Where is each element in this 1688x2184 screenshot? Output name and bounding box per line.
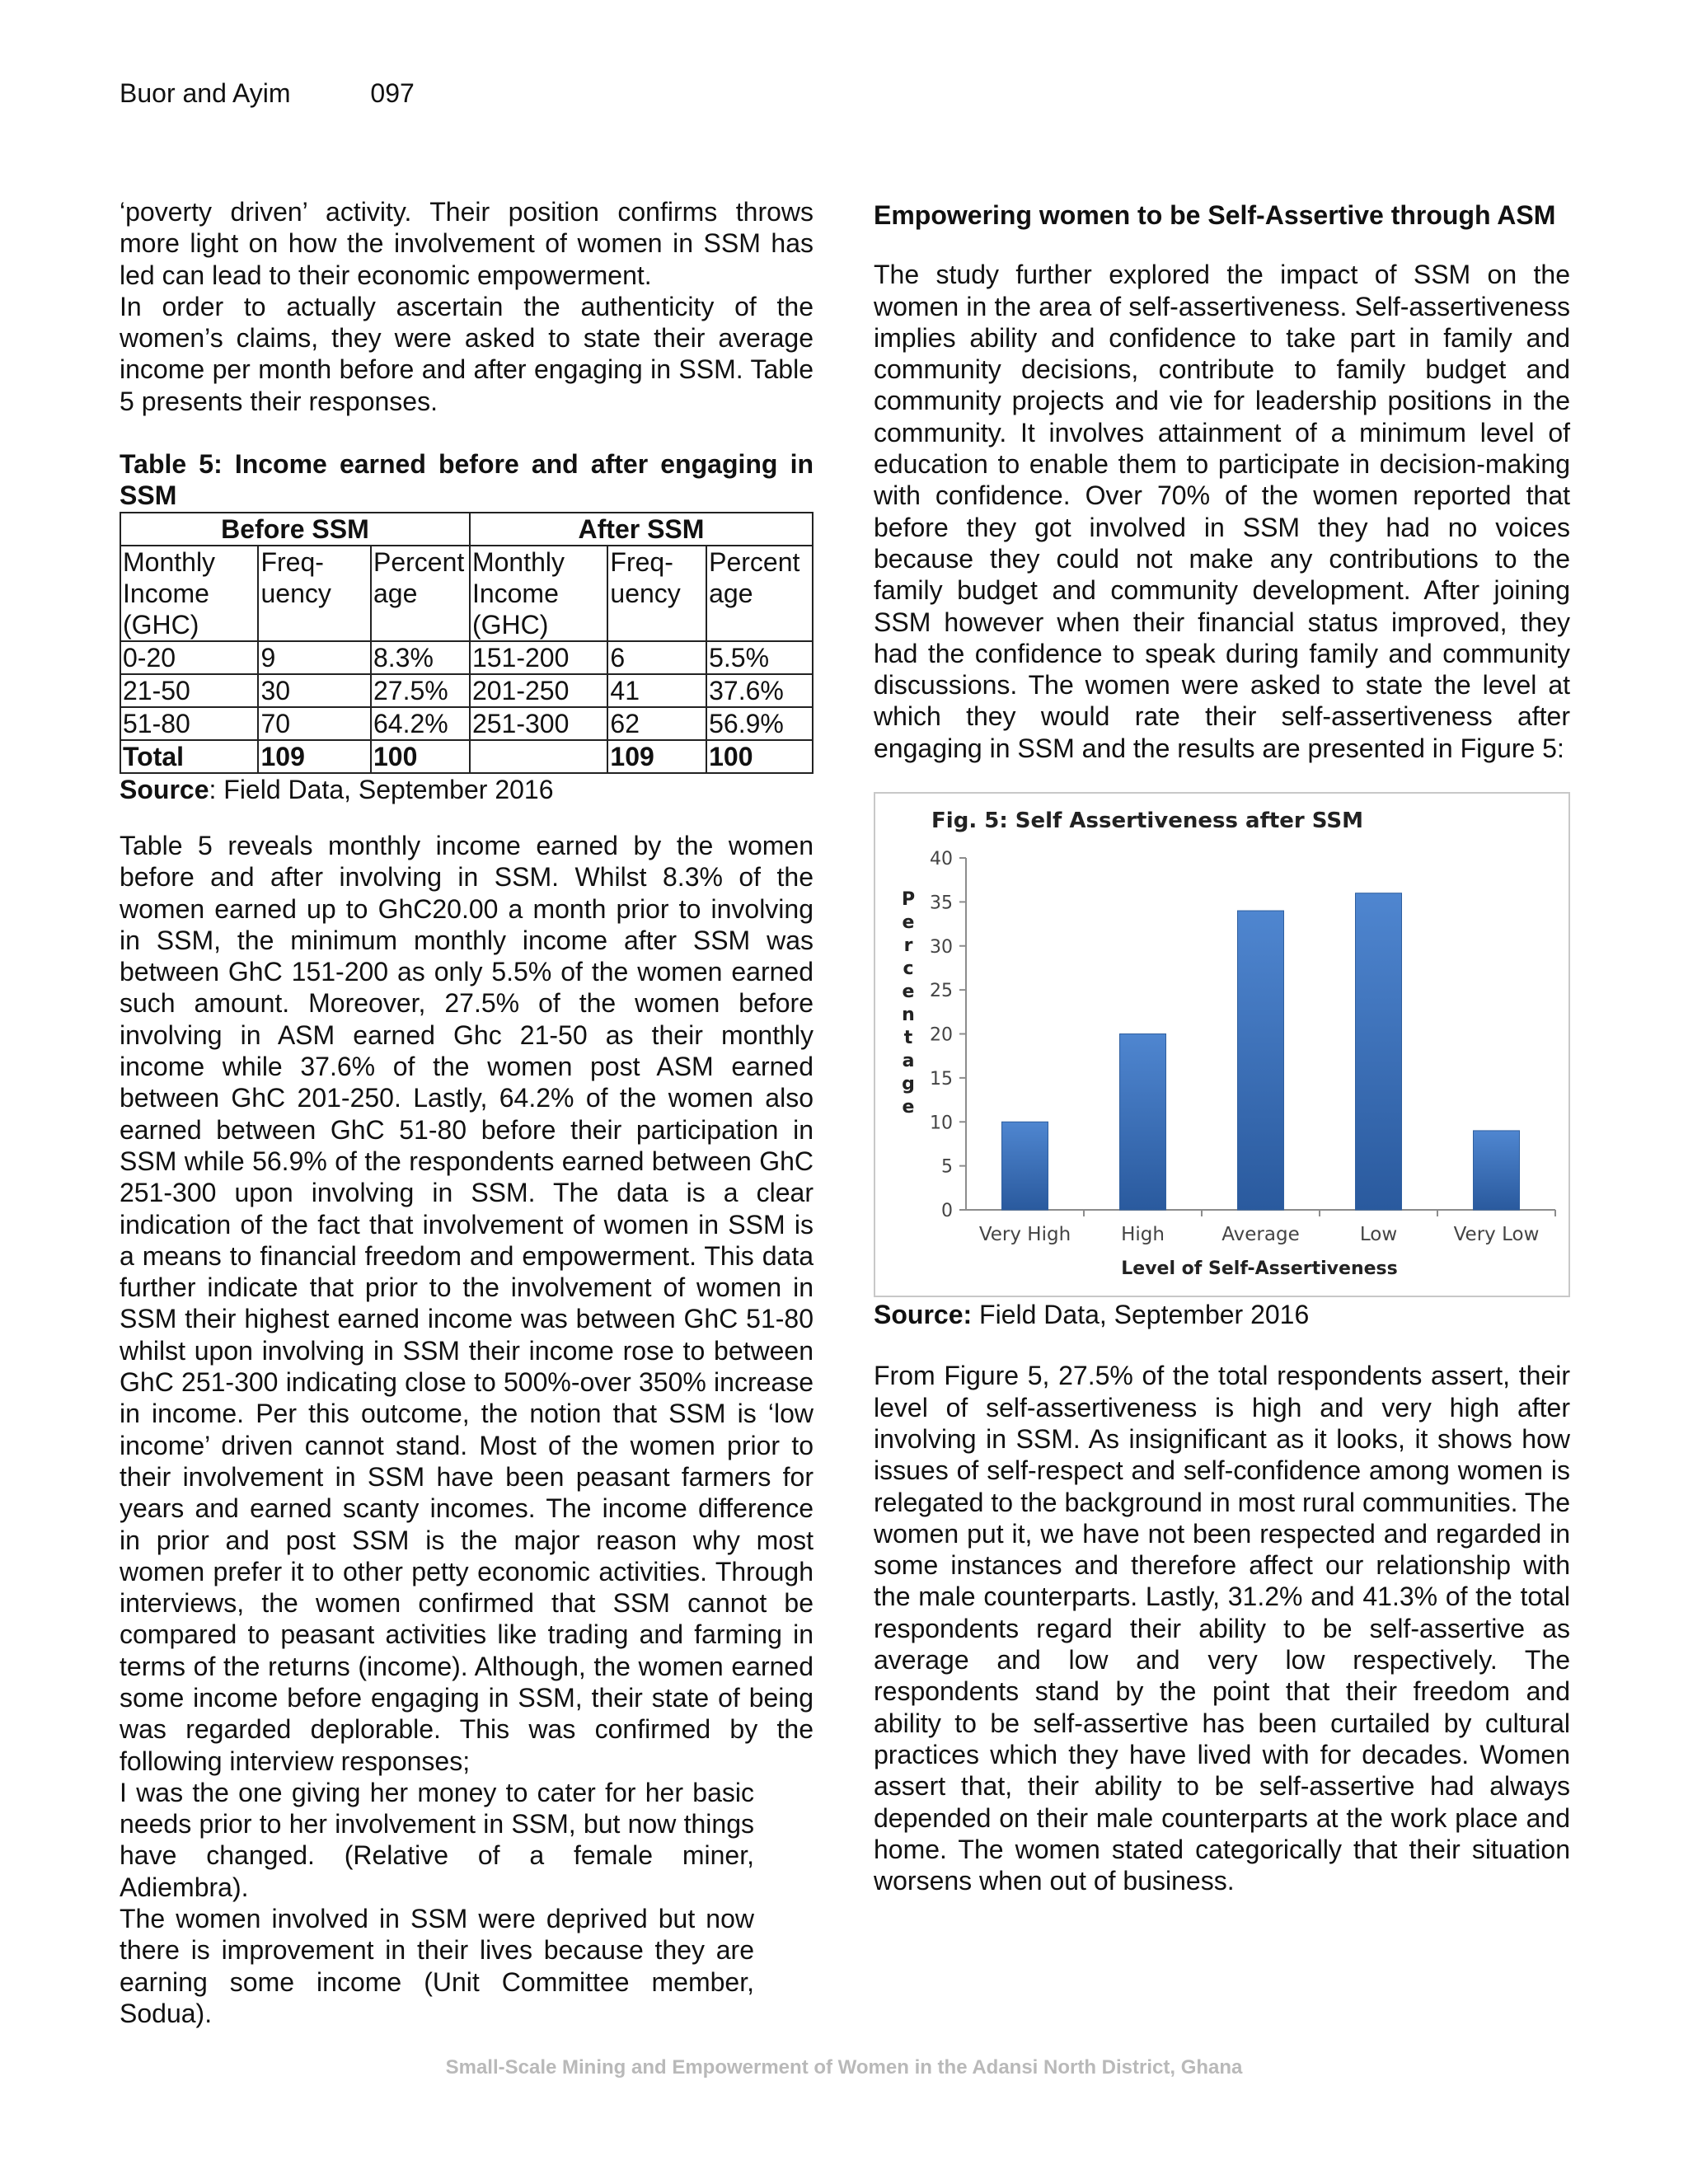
page-number: 097 <box>370 78 415 108</box>
table-header-row <box>120 546 813 641</box>
table-header: Monthly Income (GHC) <box>470 546 607 641</box>
source-label: Source: <box>874 1300 973 1330</box>
paragraph: From Figure 5, 27.5% of the total respondents assert, their level of self-assertiveness is high and very high after involving in SSM. As insignificant as it looks, it shows how issues of self-respect and self-confidence among women is relegated to the background in most rural communities. The women put it, we have not been respected and regarded in some instances and therefore affect our relationship with the male counterparts. Lastly, 31.2% and 41.3% of the total respondents regard their ability to be self-assertive as average and low and very low respectively. The respondents stand by the point that their freedom and ability to be self-assertive has been curtailed by cultural practices which they have lived with for decades. Women assert that, their ability to be self-assertive had always depended on their male counterparts at the work place and home. The women stated categorically that their situation worsens when out of business. <box>874 1361 1570 1896</box>
running-head-authors: Buor and Ayim <box>120 78 291 108</box>
y-axis-label-letter: t <box>903 1028 913 1049</box>
paragraph: ‘poverty driven’ activity. Their position confirms throws more light on how the involvement of women in SSM has led can lead to their economic empowerment. <box>120 197 814 290</box>
bars <box>1002 893 1520 1210</box>
table-header: Freq-uency <box>607 546 706 641</box>
x-tick-label: Very High <box>978 1224 1071 1246</box>
y-tick-label: 10 <box>930 1113 953 1134</box>
table-source <box>120 774 814 805</box>
y-axis-label-letter: e <box>902 1097 915 1118</box>
y-axis-label-letter: n <box>902 1005 915 1026</box>
table-row <box>120 707 813 740</box>
y-axis-label-letter: P <box>901 889 916 911</box>
income-table <box>120 512 814 774</box>
table-cell: 51-80 <box>120 707 258 740</box>
section-heading: Empowering women to be Self-Assertive through ASM <box>874 200 1556 230</box>
table-cell: 100 <box>706 740 813 773</box>
table-group-header: Before SSM <box>120 513 470 546</box>
table-cell: 5.5% <box>706 641 813 674</box>
table-row <box>120 641 813 674</box>
table-cell: 0-20 <box>120 641 258 674</box>
figure-5 <box>874 792 1570 1297</box>
bar-very-low <box>1474 1131 1520 1210</box>
y-tick-label: 35 <box>930 893 953 914</box>
page-header <box>120 78 415 109</box>
table-row <box>120 674 813 707</box>
table-cell: 30 <box>258 674 371 707</box>
source-label: Source <box>120 774 209 804</box>
table-header: Percent age <box>706 546 813 641</box>
table-cell: Total <box>120 740 258 773</box>
table-cell: 62 <box>607 707 706 740</box>
bar-high <box>1120 1034 1166 1211</box>
table-cell: 109 <box>607 740 706 773</box>
table-header: Freq-uency <box>258 546 371 641</box>
y-axis-label-letter: e <box>902 982 915 1003</box>
table-cell: 64.2% <box>371 707 470 740</box>
paragraph: In order to actually ascertain the authenticity of the women’s claims, they were asked to state their average income per month before and after engaging in SSM. Table 5 presents their responses. <box>120 291 814 416</box>
table-cell: 21-50 <box>120 674 258 707</box>
x-tick-label: Very Low <box>1453 1224 1540 1246</box>
y-tick-label: 20 <box>930 1024 953 1046</box>
y-axis-label-letter: r <box>903 935 913 957</box>
table-header: Percent age <box>371 546 470 641</box>
bar-average <box>1238 911 1284 1210</box>
table-cell: 37.6% <box>706 674 813 707</box>
interview-quote: I was the one giving her money to cater for her basic needs prior to her involvement in SSM, but now things have changed. (Relative of a female miner, Adiembra). <box>120 1777 754 1902</box>
y-tick-label: 5 <box>941 1156 953 1178</box>
paragraph: The study further explored the impact of SSM on the women in the area of self-assertiveness. Self-assertiveness implies ability and confidence to take part in family and community decisions, contribute to family budget and community projects and vie for leadership positions in the community. It involves attainment of a minimum level of education to enable them to participate in decision-making with confidence. Over 70% of the women reported that before they got involved in SSM they had no voices because they could not make any contributions to the family budget and community development. After joining SSM however when their financial status improved, they had the confidence to speak during family and community discussions. The women were asked to state the level at which they would rate their self-assertiveness after engaging in SSM and the results are presented in Figure 5: <box>874 260 1570 763</box>
table-header: Monthly Income (GHC) <box>120 546 258 641</box>
table-cell: 201-250 <box>470 674 607 707</box>
table-cell: 8.3% <box>371 641 470 674</box>
bar-chart <box>875 794 1572 1299</box>
paragraph: Table 5 reveals monthly income earned by the women before and after involving in SSM. Whilst 8.3% of the women earned up to GhC20.00 a month prior to involving in SSM, the minimum monthly income after SSM was between GhC 151-200 as only 5.5% of the women earned such amount. Moreover, 27.5% of the women before involving in ASM earned Ghc 21-50 as their monthly income while 37.6% of the women post ASM earned between GhC 201-250. Lastly, 64.2% of the women also earned between GhC 51-80 before their participation in SSM while 56.9% of the respondents earned between GhC 251-300 upon involving in SSM. The data is a clear indication of the fact that involvement of women in SSM is a means to financial freedom and empowerment. This data further indicate that prior to the involvement of women in SSM their highest earned income was between GhC 51-80 whilst upon involving in SSM their income rose to between GhC 251-300 indicating close to 500%-over 350% increase in income. Per this outcome, the notion that SSM is ‘low income’ driven cannot stand. Most of the women prior to their involvement in SSM have been peasant farmers for years and earned scanty incomes. The income difference in prior and post SSM is the major reason why most women prefer it to other petty economic activities. Through interviews, the women confirmed that SSM cannot be compared to peasant activities like trading and farming in terms of the returns (income). Although, the women earned some income before engaging in SSM, their state of being was regarded deplorable. This was confirmed by the following interview responses; <box>120 830 814 1776</box>
table-title: Table 5: Income earned before and after engaging in SSM <box>120 449 814 511</box>
y-tick-label: 30 <box>930 936 953 958</box>
x-tick-label: High <box>1121 1224 1165 1246</box>
table-cell: 9 <box>258 641 371 674</box>
figure-source <box>874 1299 1570 1330</box>
table-total-row <box>120 740 813 773</box>
y-tick-label: 0 <box>941 1201 953 1222</box>
y-axis-label-letter: c <box>903 958 914 980</box>
source-text: Field Data, September 2016 <box>972 1300 1310 1330</box>
bar-low <box>1356 893 1402 1210</box>
y-axis-label-letter: e <box>902 912 915 934</box>
table-cell: 41 <box>607 674 706 707</box>
right-column <box>874 196 1570 1896</box>
y-tick-label: 40 <box>930 849 953 870</box>
left-column <box>120 196 814 2029</box>
table-cell: 109 <box>258 740 371 773</box>
table-cell: 56.9% <box>706 707 813 740</box>
table-cell <box>470 740 607 773</box>
table-cell: 151-200 <box>470 641 607 674</box>
y-axis-label-letter: a <box>902 1051 915 1072</box>
y-axis-label <box>902 889 915 1118</box>
table-cell: 100 <box>371 740 470 773</box>
table-cell: 27.5% <box>371 674 470 707</box>
y-tick-label: 25 <box>930 981 953 1002</box>
y-tick-label: 15 <box>930 1068 953 1090</box>
table-group-header: After SSM <box>470 513 813 546</box>
table-cell: 251-300 <box>470 707 607 740</box>
x-axis-label: Level of Self-Assertiveness <box>1121 1258 1398 1280</box>
source-text: : Field Data, September 2016 <box>209 774 554 804</box>
page-footer: Small-Scale Mining and Empowerment of Women in the Adansi North District, Ghana <box>445 2056 1243 2079</box>
table-cell: 70 <box>258 707 371 740</box>
x-tick-label: Low <box>1359 1224 1398 1246</box>
y-axis-label-letter: g <box>902 1074 915 1095</box>
bar-very-high <box>1002 1122 1048 1210</box>
x-tick-label: Average <box>1221 1224 1300 1246</box>
table-cell: 6 <box>607 641 706 674</box>
interview-quote: The women involved in SSM were deprived but now there is improvement in their lives because they are earning some income (Unit Committee member, Sodua). <box>120 1904 754 2028</box>
chart-title: Fig. 5: Self Assertiveness after SSM <box>931 808 1363 834</box>
